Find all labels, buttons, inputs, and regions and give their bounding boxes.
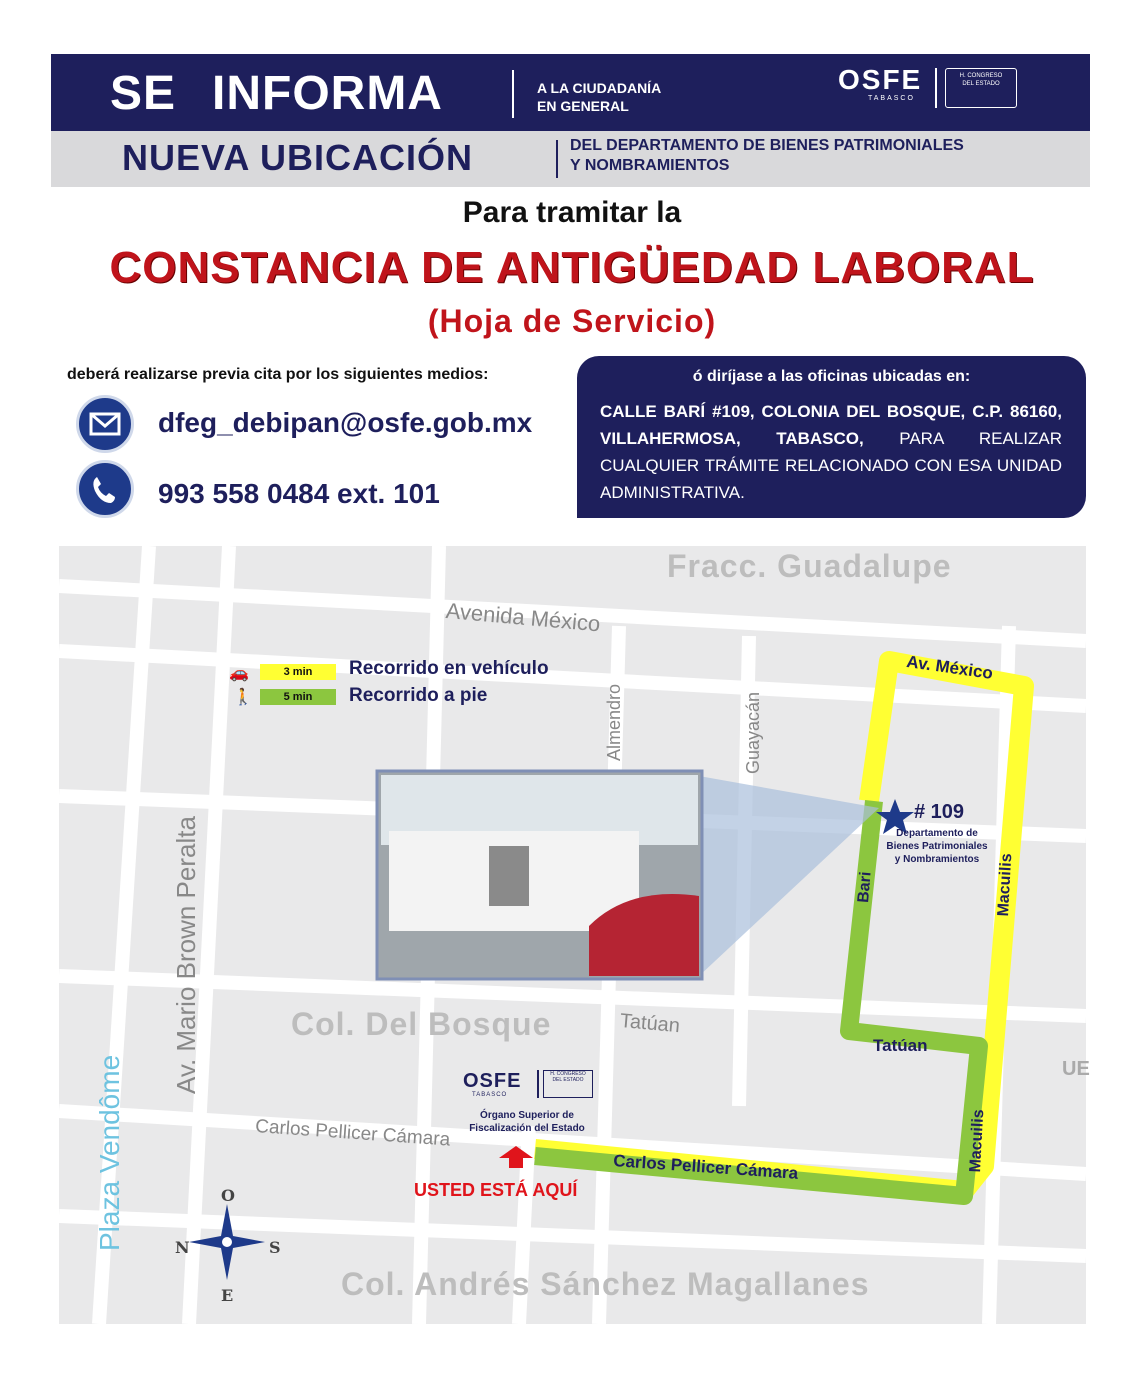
- se-text: SE: [110, 67, 177, 120]
- osfe-logo: OSFE: [838, 64, 923, 95]
- destination-line2: Bienes Patrimoniales: [886, 841, 988, 852]
- congreso-line1: H. CONGRESO: [959, 73, 1003, 79]
- envelope-icon: [76, 395, 134, 453]
- origin-logo: OSFE: [463, 1070, 522, 1092]
- guayacan-label: Guayacán: [743, 691, 763, 774]
- route-macuilis-bottom: Macuilis: [967, 1108, 988, 1173]
- address-heading: ó diríjase a las oficinas ubicadas en:: [692, 368, 971, 385]
- email-link[interactable]: dfeg_debipan@osfe.gob.mx: [158, 407, 533, 438]
- nueva-ubicacion: NUEVA UBICACIÓN: [122, 137, 474, 178]
- subtitle: (Hoja de Servicio): [427, 303, 717, 339]
- divider: [512, 70, 514, 118]
- car-time: 3 min: [260, 664, 336, 680]
- ciudadania-line1: A LA CIUDADANÍA: [537, 80, 662, 96]
- dept-line1: DEL DEPARTAMENTO DE BIENES PATRIMONIALES: [570, 137, 964, 154]
- walk-time: 5 min: [260, 689, 336, 705]
- phone-icon: [76, 460, 134, 518]
- contact-intro: deberá realizarse previa cita por los siguientes medios:: [67, 366, 489, 383]
- destination-line3: y Nombramientos: [894, 854, 980, 865]
- compass-n: N: [175, 1238, 190, 1257]
- ue-label: UE: [1062, 1058, 1090, 1080]
- origin-logo-sub: TABASCO: [472, 1092, 508, 1098]
- destination-number: # 109: [914, 801, 965, 823]
- mario-brown-label: Av. Mario Brown Peralta: [171, 816, 201, 1094]
- compass-o: O: [221, 1186, 235, 1205]
- map: [59, 546, 1090, 1324]
- origin-label: [457, 1109, 597, 1135]
- almendro-label: Almendro: [604, 683, 624, 761]
- tatuan-label: Tatúan: [619, 1010, 681, 1038]
- col-andres-sanchez: Col. Andrés Sánchez Magallanes: [341, 1266, 870, 1302]
- walk-icon: 🚶: [233, 689, 253, 706]
- destination-label: [877, 827, 997, 866]
- car-icon: 🚗: [229, 665, 249, 682]
- route-macuilis-top: Macuilis: [995, 852, 1016, 917]
- origin-congreso-line2: DEL ESTADO: [552, 1077, 584, 1083]
- origin-logo-divider: [537, 1070, 539, 1098]
- origin-congreso-line1: H. CONGRESO: [550, 1071, 586, 1077]
- congreso-logo: [945, 68, 1017, 108]
- ciudadania-text: [537, 79, 661, 115]
- fracc-guadalupe: Fracc. Guadalupe: [667, 548, 952, 584]
- logo-divider: [935, 68, 937, 108]
- address-normal: PARA REALIZAR CUALQUIER TRÁMITE RELACIONADO CON ESA UNIDAD ADMINISTRATIVA.: [600, 429, 1062, 502]
- origin-congreso: [543, 1070, 593, 1098]
- avenida-mexico-label: Avenida México: [444, 598, 602, 637]
- para-tramitar: Para tramitar la: [462, 196, 682, 229]
- walk-label: Recorrido a pie: [349, 685, 488, 706]
- car-label: Recorrido en vehículo: [349, 658, 549, 679]
- address-bold: CALLE BARÍ #109, COLONIA DEL BOSQUE, C.P. 86160, VILLAHERMOSA, TABASCO,: [600, 402, 1062, 448]
- origin-line1: Órgano Superior de: [480, 1110, 574, 1121]
- route-carlos: Carlos Pellicer Cámara: [612, 1151, 799, 1183]
- usted-esta-aqui: USTED ESTÁ AQUÍ: [414, 1180, 578, 1200]
- congreso-line2: DEL ESTADO: [962, 81, 1000, 87]
- plaza-vendome-label: Plaza Vendôme: [94, 1054, 125, 1251]
- osfe-logo-sub: TABASCO: [868, 95, 915, 102]
- address-text: [600, 398, 1062, 506]
- destination-line1: Departamento de: [896, 828, 978, 839]
- dept-text: [570, 136, 964, 176]
- route-av-mexico: Av. México: [905, 652, 995, 683]
- dept-line2: Y NOMBRAMIENTOS: [570, 157, 730, 174]
- phone-number[interactable]: 993 558 0484 ext. 101: [158, 478, 440, 509]
- sub-divider: [556, 140, 558, 178]
- route-tatuan: Tatúan: [873, 1036, 928, 1055]
- main-title: CONSTANCIA DE ANTIGÜEDAD LABORAL: [109, 243, 1035, 292]
- col-del-bosque: Col. Del Bosque: [291, 1006, 552, 1042]
- informa-text: INFORMA: [212, 67, 443, 120]
- carlos-pellicer-label: Carlos Pellicer Cámara: [254, 1116, 451, 1151]
- route-bari: Bari: [855, 870, 875, 904]
- compass-e: E: [221, 1286, 234, 1305]
- origin-line2: Fiscalización del Estado: [469, 1123, 585, 1134]
- ciudadania-line2: EN GENERAL: [537, 98, 629, 114]
- compass-s: S: [269, 1238, 281, 1257]
